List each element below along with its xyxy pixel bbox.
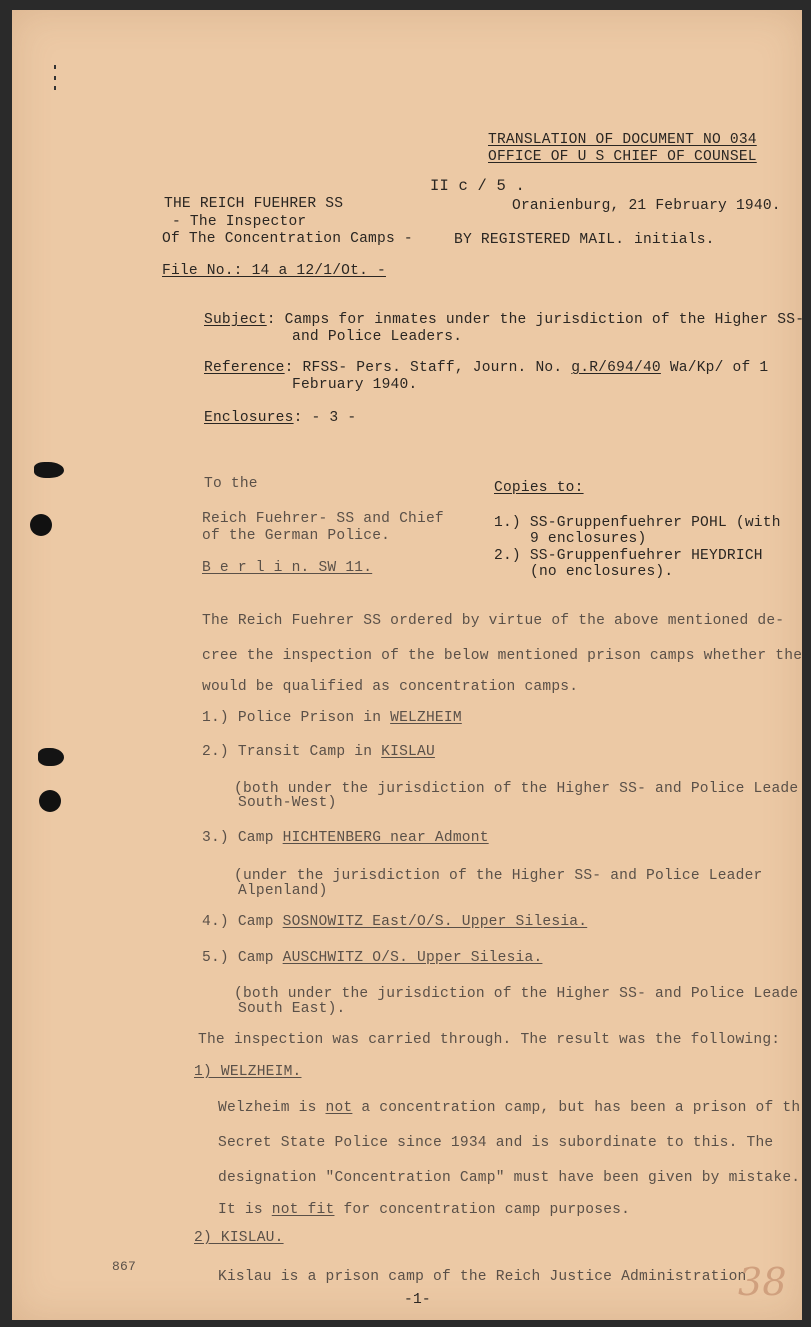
copy-2-line-1: 2.) SS-Gruppenfuehrer HEYDRICH: [494, 548, 763, 564]
file-ref-mark: II c / 5 .: [430, 177, 526, 195]
translation-office: OFFICE OF U S CHIEF OF COUNSEL: [488, 149, 757, 165]
sender-line-2: - The Inspector: [172, 214, 307, 230]
camp-note-1-line-1: (both under the jurisdiction of the Higher SS- and Police Leade: [234, 781, 799, 797]
not-emphasis: not: [325, 1100, 353, 1116]
camp-note-3-line-2: South East).: [238, 1001, 346, 1017]
camp-1: 1.) Police Prison in WELZHEIM: [202, 710, 462, 726]
camp-3: 3.) Camp HICHTENBERG near Admont: [202, 830, 489, 846]
camp-note-3-line-1: (both under the jurisdiction of the Higher SS- and Police Leade: [234, 986, 799, 1002]
subject-line-2: and Police Leaders.: [292, 329, 463, 345]
enclosures-label: Enclosures: [204, 410, 294, 426]
camp-note-1-line-2: South-West): [238, 795, 337, 811]
reference-journal-no: g.R/694/40: [571, 360, 661, 376]
copies-label: Copies to:: [494, 480, 584, 496]
enclosures-value: : - 3 -: [293, 410, 357, 426]
not-fit-emphasis: not fit: [271, 1202, 335, 1218]
initials: initials.: [634, 232, 715, 248]
result-1-label: 1) WELZHEIM.: [194, 1064, 302, 1080]
camp-1-name: WELZHEIM: [390, 710, 462, 726]
page-number: -1-: [404, 1292, 431, 1308]
copy-1-line-1: 1.) SS-Gruppenfuehrer POHL (with: [494, 515, 781, 531]
margin-number: 867: [112, 1259, 137, 1274]
camp-2: 2.) Transit Camp in KISLAU: [202, 744, 435, 760]
subject-text: : Camps for inmates under the jurisdiction of the Higher SS-: [266, 312, 805, 328]
reference: [204, 360, 768, 377]
registered-mail: BY REGISTERED MAIL.: [454, 232, 625, 248]
result-1-line-4: It is not fit for concentration camp purposes.: [218, 1202, 631, 1218]
camp-note-2-line-1: (under the jurisdiction of the Higher SS- and Police Leader: [234, 868, 763, 884]
copy-1-line-2: 9 enclosures): [530, 531, 647, 547]
punch-hole-upper: [30, 514, 52, 536]
addressee-line-3: of the German Police.: [202, 528, 391, 544]
camp-4: 4.) Camp SOSNOWITZ East/O/S. Upper Silesia.: [202, 914, 588, 930]
sender-line-1: THE REICH FUEHRER SS: [164, 196, 344, 212]
camp-5-name: AUSCHWITZ O/S. Upper Silesia.: [282, 950, 543, 966]
place-date: Oranienburg, 21 February 1940.: [512, 198, 781, 214]
ink-blot-top: [34, 462, 64, 478]
copy-2-line-2: (no enclosures).: [530, 564, 674, 580]
reference-text-tail: Wa/Kp/ of 1: [669, 360, 769, 376]
file-number: File No.: 14 a 12/1/Ot. -: [162, 263, 386, 279]
camp-3-name: HICHTENBERG near Admont: [282, 830, 489, 846]
subject-label: Subject: [204, 312, 267, 328]
margin-tick-2: [54, 76, 56, 80]
intro-line-1: The Reich Fuehrer SS ordered by virtue of the above mentioned de-: [202, 613, 785, 629]
margin-tick-1: [54, 65, 56, 69]
addressee-city: B e r l i n. SW 11.: [202, 560, 373, 576]
intro-line-3: would be qualified as concentration camps.: [202, 679, 579, 695]
result-1-line-3: designation "Concentration Camp" must have been given by mistake.: [218, 1170, 801, 1186]
camp-4-name: SOSNOWITZ East/O/S. Upper Silesia.: [282, 914, 588, 930]
result-1-line-1: Welzheim is not a concentration camp, but has been a prison of th: [218, 1100, 801, 1116]
margin-tick-3: [54, 86, 56, 90]
result-2-line-1: Kislau is a prison camp of the Reich Justice Administration: [218, 1269, 747, 1285]
camp-5: 5.) Camp AUSCHWITZ O/S. Upper Silesia.: [202, 950, 543, 966]
result-intro: The inspection was carried through. The result was the following:: [198, 1032, 781, 1048]
camp-2-name: KISLAU: [381, 744, 435, 760]
result-1-line-2: Secret State Police since 1934 and is subordinate to this. The: [218, 1135, 774, 1151]
reference-label: Reference: [204, 360, 285, 376]
translation-title: TRANSLATION OF DOCUMENT NO 034: [488, 132, 757, 148]
addressee-line-2: Reich Fuehrer- SS and Chief: [202, 511, 444, 527]
punch-hole-lower: [39, 790, 61, 812]
intro-line-2: cree the inspection of the below mentioned prison camps whether the: [202, 648, 803, 664]
handwritten-page-number: 38: [738, 1260, 787, 1304]
reference-line-2: February 1940.: [292, 377, 418, 393]
result-2-label: 2) KISLAU.: [194, 1230, 284, 1246]
subject: [204, 312, 804, 329]
sender-line-3: Of The Concentration Camps -: [162, 231, 413, 247]
enclosures: [204, 410, 356, 427]
addressee-line-1: To the: [204, 476, 258, 492]
ink-blot-middle: [38, 748, 64, 766]
document-page: [12, 10, 805, 1320]
camp-note-2-line-2: Alpenland): [238, 883, 328, 899]
reference-text: : RFSS- Pers. Staff, Journ. No.: [284, 360, 563, 376]
